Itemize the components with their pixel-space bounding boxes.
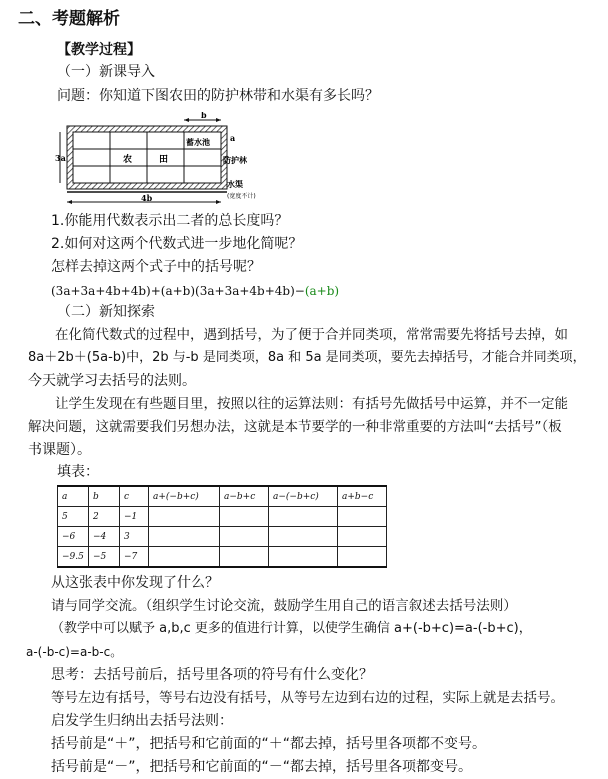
table-cell: −7 bbox=[120, 547, 149, 568]
table-cell[interactable] bbox=[149, 507, 220, 527]
table-cell[interactable] bbox=[338, 527, 387, 547]
paragraph2-line1: 让学生发现在有些题目里，按照以往的运算法则：有括号先做括号中运算，并不一定能 bbox=[55, 396, 568, 412]
table-cell: −1 bbox=[120, 507, 149, 527]
part2-title: （二）新知探索 bbox=[57, 304, 155, 320]
after-table-3-line1: （教学中可以赋予 a,b,c 更多的值进行计算，以使学生确信 a+(-b+c)=a-(-b+c)， bbox=[51, 621, 532, 636]
field-label-2: 田 bbox=[159, 155, 169, 165]
table-cell: 5 bbox=[58, 507, 89, 527]
shelterbelt-label: 防护林 bbox=[223, 156, 247, 165]
paragraph1-line3: 今天就学习去括号的法则。 bbox=[28, 373, 196, 389]
canal-label: 水渠 bbox=[227, 180, 243, 189]
paragraph1-line1: 在化简代数式的过程中，遇到括号，为了便于合并同类项，常常需要先将括号去掉，如 bbox=[55, 327, 568, 343]
teaching-process-heading: 【教学过程】 bbox=[57, 42, 141, 58]
expression-main: (3a+3a+4b+4b)+(a+b)(3a+3a+4b+4b)− bbox=[51, 284, 305, 298]
label-3a: 3a bbox=[55, 153, 66, 163]
think-question: 思考：去括号前后，括号里各项的符号有什么变化？ bbox=[51, 667, 373, 683]
table-header-cell: c bbox=[120, 486, 149, 507]
label-4b: 4b bbox=[141, 193, 153, 203]
width-note: (宽度不计) bbox=[227, 193, 256, 200]
section-title: 二、考题解析 bbox=[18, 9, 120, 29]
after-table-2: 请与同学交流。（组织学生讨论交流，鼓励学生用自己的语言叙述去括号法则） bbox=[51, 598, 517, 614]
paragraph1-line2: 8a＋2b＋(5a-b)中，2b 与-b 是同类项，8a 和 5a 是同类项，要先去掉括号，才能合并同类项， bbox=[28, 350, 586, 365]
rule-minus: 括号前是“－”，把括号和它前面的“－“都去掉，括号里各项都变号。 bbox=[51, 759, 473, 775]
table-header-cell: b bbox=[89, 486, 120, 507]
part1-title: （一）新课导入 bbox=[57, 64, 155, 80]
table-cell: −9.5 bbox=[58, 547, 89, 568]
table-header-cell: a−(−b+c) bbox=[269, 486, 338, 507]
table-cell: 3 bbox=[120, 527, 149, 547]
field-label-1: 农 bbox=[123, 155, 133, 165]
paragraph2-line2: 解决问题，这就需要我们另想办法，这就是本节要学的一种非常重要的方法叫“去括号”（板 bbox=[28, 419, 562, 435]
table-cell[interactable] bbox=[149, 547, 220, 568]
table-cell: −6 bbox=[58, 527, 89, 547]
rule-plus: 括号前是“＋”，把括号和它前面的“＋“都去掉，括号里各项都不变号。 bbox=[51, 736, 487, 752]
guide-text: 启发学生归纳出去括号法则： bbox=[51, 713, 233, 729]
after-table-1: 从这张表中你发现了什么？ bbox=[51, 575, 219, 591]
table-header-cell: a+(−b+c) bbox=[149, 486, 220, 507]
table-cell: 2 bbox=[89, 507, 120, 527]
table-cell[interactable] bbox=[220, 507, 269, 527]
paragraph2-line3: 书课题）。 bbox=[28, 442, 91, 458]
table-row bbox=[58, 527, 387, 547]
question-1: 1.你能用代数表示出二者的总长度吗？ bbox=[51, 213, 289, 229]
table-cell[interactable] bbox=[269, 547, 338, 568]
table-cell: −5 bbox=[89, 547, 120, 568]
table-row bbox=[58, 507, 387, 527]
fill-in-table bbox=[57, 485, 387, 568]
table-cell[interactable] bbox=[338, 547, 387, 568]
question-3: 怎样去掉这两个式子中的括号呢？ bbox=[51, 259, 261, 275]
table-cell[interactable] bbox=[149, 527, 220, 547]
label-b: b bbox=[201, 112, 207, 120]
table-cell[interactable] bbox=[220, 547, 269, 568]
expression-line bbox=[51, 282, 339, 300]
table-cell[interactable] bbox=[269, 527, 338, 547]
table-header-cell: a+b−c bbox=[338, 486, 387, 507]
farmland-diagram bbox=[55, 112, 265, 207]
table-row bbox=[58, 547, 387, 568]
label-a: a bbox=[230, 133, 236, 143]
table-cell[interactable] bbox=[269, 507, 338, 527]
table-header-cell: a−b+c bbox=[220, 486, 269, 507]
equation-explanation: 等号左边有括号，等号右边没有括号，从等号左边到右边的过程，实际上就是去括号。 bbox=[51, 690, 564, 706]
reservoir-label: 蓄水池 bbox=[186, 138, 210, 147]
table-header-cell: a bbox=[58, 486, 89, 507]
expression-green: (a+b) bbox=[304, 284, 340, 298]
question-text: 问题：你知道下图农田的防护林带和水渠有多长吗？ bbox=[57, 88, 379, 104]
fill-table-label: 填表： bbox=[57, 464, 99, 480]
question-2: 2.如何对这两个代数式进一步地化简呢？ bbox=[51, 236, 303, 252]
after-table-3-line2: a-(-b-c)=a-b-c。 bbox=[26, 645, 123, 659]
table-cell[interactable] bbox=[220, 527, 269, 547]
table-cell[interactable] bbox=[338, 507, 387, 527]
table-header-row bbox=[58, 486, 387, 507]
table-cell: −4 bbox=[89, 527, 120, 547]
